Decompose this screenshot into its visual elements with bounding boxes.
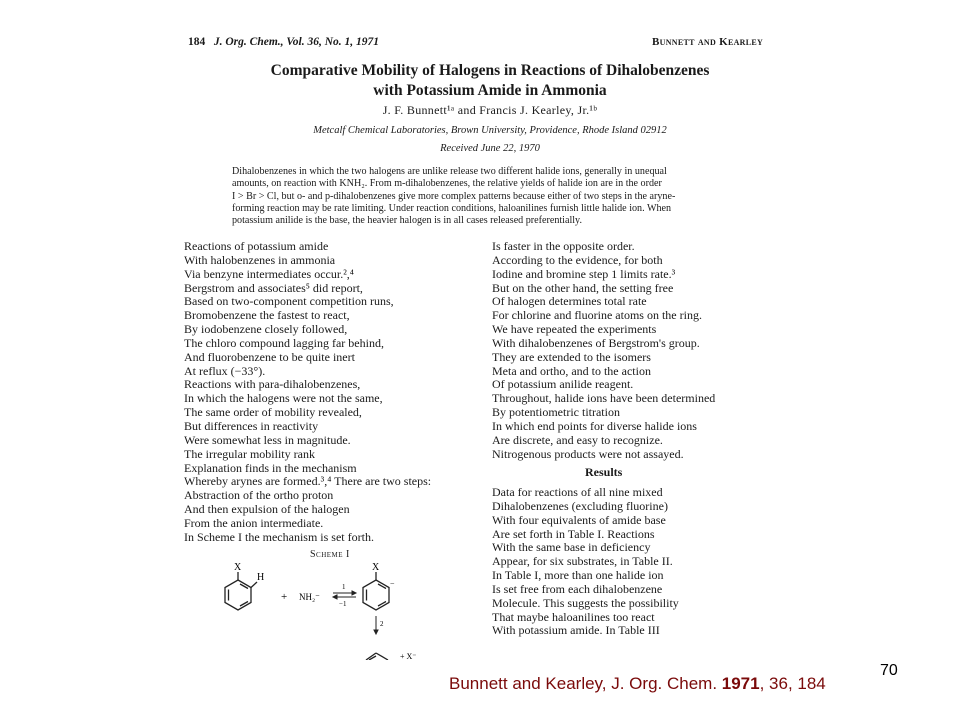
text-line: For chlorine and fluorine atoms on the ring. [492,308,702,323]
text-line: Are discrete, and easy to recognize. [492,432,663,447]
halide-product: + X⁻ [400,652,417,660]
abstract-line: Dihalobenzenes in which the two halogens are unlike release two different halide ions, generally in unequal [232,166,667,177]
substituent-x-anion: X [372,562,380,573]
text-line: From the anion intermediate. [184,515,324,530]
citation-year: 1971 [721,674,760,693]
benzene-ring-reactant [225,572,257,610]
results-column [492,486,792,638]
text-line: That maybe haloanilines too react [492,609,655,624]
text-line: And fluorobenzene to be quite inert [184,349,355,364]
scheme-title: Scheme I [310,549,350,560]
text-line: Of halogen determines total rate [492,294,647,309]
text-line: Dihalobenzenes (excluding fluorine) [492,498,668,513]
results-heading: Results [585,465,623,479]
text-line: Is faster in the opposite order. [492,239,635,253]
text-line: Bergstrom and associates⁵ did report, [184,280,363,295]
text-line: In Scheme I the mechanism is set forth. [184,529,374,544]
text-line: Based on two-component competition runs, [184,294,394,309]
text-line: They are extended to the isomers [492,349,651,364]
plus-sign: + [281,591,288,603]
text-line: Data for reactions of all nine mixed [492,485,663,499]
substituent-h: H [257,572,265,583]
text-line: But differences in reactivity [184,418,319,433]
text-line: By potentiometric titration [492,405,620,420]
text-line: But on the other hand, the setting free [492,280,674,295]
text-line: And then expulsion of the halogen [184,502,350,517]
text-line: Are set forth in Table I. Reactions [492,526,655,541]
text-line: By iodobenzene closely followed, [184,322,348,337]
text-line: With the same base in deficiency [492,540,651,555]
citation-volume-page: , 36, 184 [759,674,826,693]
journal-header [188,36,379,48]
abstract-line: forming reaction may be rate limiting. Under reaction conditions, haloanilines furnish little halide ion. When [232,202,672,214]
text-line: Reactions with para-dihalobenzenes, [184,377,361,392]
step-2-label: 2 [380,620,384,628]
text-line: Were somewhat less in magnitude. [184,432,351,447]
text-line: Bromobenzene the fastest to react, [184,308,350,323]
text-line: The irregular mobility rank [184,446,315,461]
running-head: Bunnett and Kearley [652,36,764,48]
text-line: Whereby arynes are formed.³,⁴ There are two steps: [184,474,432,489]
text-line: With potassium amide. In Table III [492,623,660,638]
reaction-scheme [200,560,460,660]
text-line: The same order of mobility revealed, [184,405,362,420]
text-line: Via benzyne intermediates occur.²,⁴ [184,266,354,281]
text-line: Abstraction of the ortho proton [184,488,334,503]
text-line: Is set free from each dihalobenzene [492,581,663,596]
text-line: The chloro compound lagging far behind, [184,335,384,350]
substituent-x: X [234,562,242,573]
equilibrium-arrow [333,591,356,599]
text-line: In which the halogens were not the same, [184,391,383,406]
benzene-ring-anion [363,572,389,610]
abstract-line: potassium anilide is the base, the heavier halogen is in all cases released preferentially. [232,215,582,227]
page-number: 184 [188,36,206,48]
step-minus-1-label: −1 [339,600,347,608]
text-line: Reactions of potassium amide [184,239,329,253]
text-line: Explanation finds in the mechanism [184,460,357,475]
slide-number: 70 [880,662,898,679]
benzyne-product [366,653,388,660]
abstract-line: I > Br > Cl, but o- and p-dihalobenzenes give more complex patterns because either of two steps in the aryne- [232,190,676,202]
article-title [180,61,800,101]
text-line: Meta and ortho, and to the action [492,363,651,378]
text-line: With dihalobenzenes of Bergstrom's group. [492,335,700,350]
step-2-arrow [374,616,378,634]
text-line: Throughout, halide ions have been determined [492,391,716,406]
text-line: With halobenzenes in ammonia [184,252,336,267]
text-line: Of potassium anilide reagent. [492,377,634,392]
abstract [232,166,766,227]
citation-authors: Bunnett and Kearley, J. Org. Chem. [449,674,722,693]
anion-charge: − [390,579,395,588]
text-line: According to the evidence, for both [492,252,663,267]
left-column [184,240,484,545]
received-date: Received June 22, 1970 [440,143,540,154]
text-line: Iodine and bromine step 1 limits rate.³ [492,266,676,281]
affiliation: Metcalf Chemical Laboratories, Brown University, Providence, Rhode Island 02912 [313,125,667,136]
title-line-1: Comparative Mobility of Halogens in Reactions of Dihalobenzenes [270,62,710,79]
abstract-line: amounts, on reaction with KNH₂. From m-dihalobenzenes, the relative yields of halide ion are in the order [232,178,662,190]
right-column [492,240,792,462]
slide-citation [449,674,826,694]
step-1-label: 1 [342,583,346,591]
text-line: With four equivalents of amide base [492,512,666,527]
text-line: Appear, for six substrates, in Table II. [492,554,673,569]
authors: J. F. Bunnett¹ᵃ and Francis J. Kearley, Jr.¹ᵇ [382,103,598,117]
amide-reagent: NH₂⁻ [299,592,320,602]
text-line: Molecule. This suggests the possibility [492,595,679,610]
text-line: At reflux (−33°). [184,363,266,378]
text-line: In Table I, more than one halide ion [492,568,664,583]
title-line-2: with Potassium Amide in Ammonia [373,82,607,99]
text-line: In which end points for diverse halide ions [492,418,697,433]
journal-citation: J. Org. Chem., Vol. 36, No. 1, 1971 [213,36,380,48]
text-line: We have repeated the experiments [492,322,657,337]
text-line: Nitrogenous products were not assayed. [492,446,684,461]
